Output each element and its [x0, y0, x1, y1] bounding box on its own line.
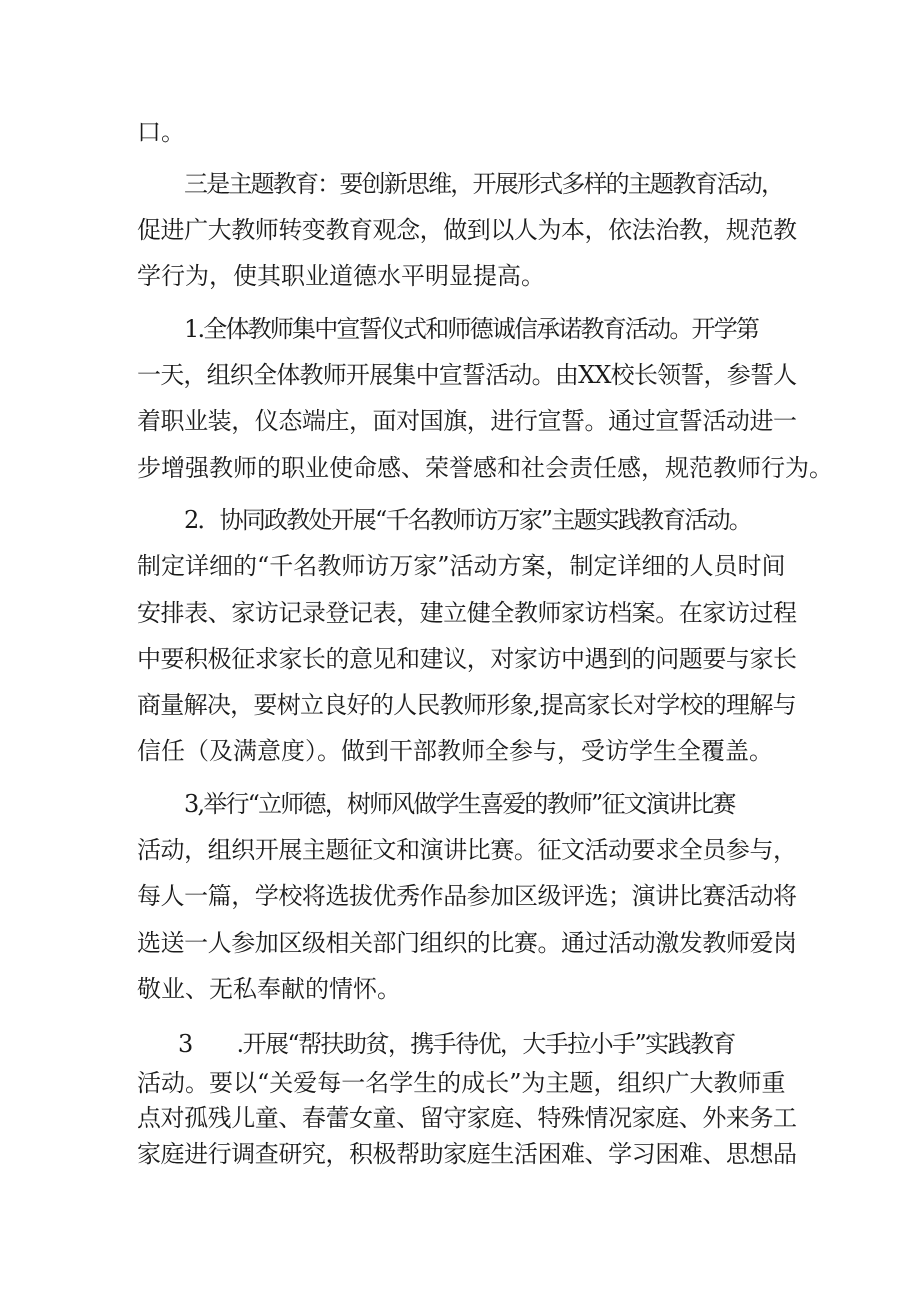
paragraph-line: 活动，组织开展主题征文和演讲比赛。征文活动要求全员参与，: [137, 836, 797, 864]
paragraph-line: 着职业装，仪态端庄，面对国旗，进行宣誓。通过宣誓活动进一: [137, 407, 797, 435]
paragraph-line: 选送一人参加区级相关部门组织的比赛。通过活动激发教师爱岗: [137, 929, 797, 957]
paragraph-line: 家庭进行调查研究，积极帮助家庭生活困难、学习困难、思想品: [137, 1140, 797, 1168]
paragraph-line: 2．协同政教处开展“千名教师访万家”主题实践教育活动。: [184, 506, 751, 534]
paragraph-line: 制定详细的“千名教师访万家”活动方案，制定详细的人员时间: [137, 552, 786, 580]
paragraph-line: 步增强教师的职业使命感、荣誉感和社会责任感，规范教师行为。: [137, 454, 833, 482]
paragraph-line: 安排表、家访记录登记表，建立健全教师家访档案。在家访过程: [137, 599, 797, 627]
paragraph-line: 信任（及满意度）。做到干部教师全参与，受访学生全覆盖。: [137, 737, 773, 765]
paragraph-line: 3,举行“立师德，树师风做学生喜爱的教师”征文演讲比赛: [184, 790, 735, 818]
paragraph-line: 学行为，使其职业道德水平明显提高。: [137, 262, 545, 290]
paragraph-line: 商量解决，要树立良好的人民教师形象,提高家长对学校的理解与: [137, 691, 796, 719]
paragraph-line: 每人一篇，学校将选拔优秀作品参加区级评选；演讲比赛活动将: [137, 882, 797, 910]
paragraph-line: 1.全体教师集中宣誓仪式和师德诚信承诺教育活动。开学第: [184, 315, 759, 343]
paragraph-line: 口。: [137, 118, 185, 146]
paragraph-line: 中要积极征求家长的意见和建议，对家访中遇到的问题要与家长: [137, 645, 797, 673]
paragraph-line: 三是主题教育：要创新思维，开展形式多样的主题教育活动，: [184, 170, 784, 198]
paragraph-line: 点对孤残儿童、春蕾女童、留守家庭、特殊情况家庭、外来务工: [137, 1104, 797, 1132]
paragraph-line: 促进广大教师转变教育观念，做到以人为本，依法治教，规范教: [137, 216, 797, 244]
paragraph-line: 活动。要以“关爱每一名学生的成长”为主题，组织广大教师重: [137, 1069, 786, 1097]
paragraph-line: 敬业、无私奉献的情怀。: [137, 975, 401, 1003]
paragraph-line: 3 .开展“帮扶助贫，携手待优，大手拉小手”实践教育: [178, 1030, 735, 1058]
paragraph-line: 一天，组织全体教师开展集中宣誓活动。由XX校长领誓，参誓人: [137, 361, 797, 389]
